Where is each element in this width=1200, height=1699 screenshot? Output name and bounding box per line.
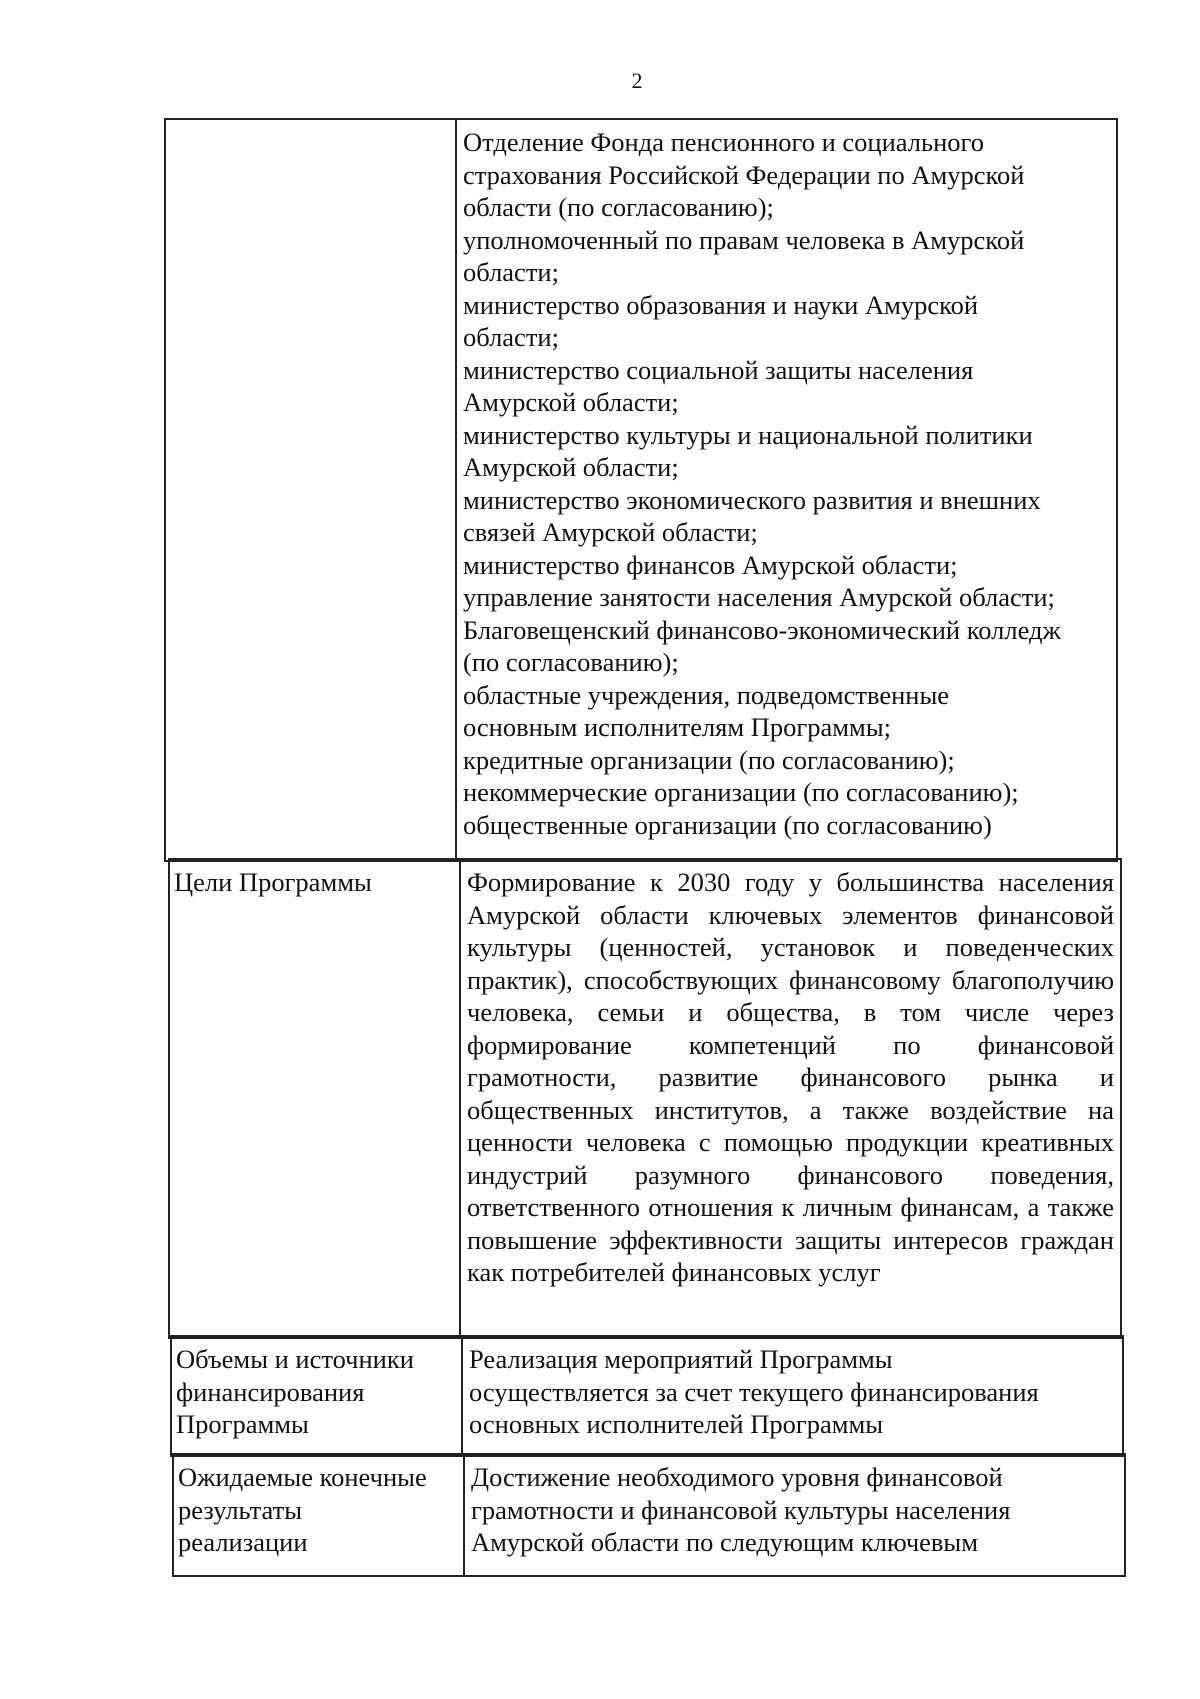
executor-line: кредитные организации (по согласованию); [463, 744, 955, 775]
executor-line: министерство экономического развития и внешних [463, 484, 1041, 515]
executor-line: министерство образования и науки Амурской [463, 289, 979, 320]
executor-line: (по согласованию); [463, 647, 679, 677]
results-text-line: грамотности и финансовой культуры населения [471, 1494, 1011, 1525]
results-label-line: результаты [178, 1494, 302, 1525]
executor-line: общественные организации (по согласованию) [463, 809, 992, 840]
executor-line: управление занятости населения Амурской области; [463, 582, 1055, 612]
table-row [165, 119, 1117, 861]
executor-line: связей Амурской области; [463, 517, 758, 547]
results-text-cell [464, 1454, 1125, 1576]
passport-table-funding-row [170, 1335, 1124, 1457]
executor-line: области (по согласованию); [463, 192, 774, 222]
page-number: 2 [631, 68, 643, 93]
results-text-line: Амурской области по следующим ключевым [471, 1527, 978, 1557]
funding-text-line: основных исполнителей Программы [469, 1409, 884, 1439]
executor-line: областные учреждения, подведомственные [463, 679, 950, 710]
results-label-cell [173, 1454, 464, 1576]
goals-label-cell [169, 859, 460, 1338]
row-label-cell [165, 119, 456, 861]
funding-text-cell [462, 1336, 1123, 1456]
executor-line: страхования Российской Федерации по Амурской [463, 159, 1025, 190]
passport-table-executors-row [164, 118, 1118, 862]
executor-line: уполномоченный по правам человека в Амурской [463, 224, 1025, 255]
executors-list-cell [456, 119, 1117, 861]
table-row [169, 859, 1121, 1338]
results-label-line: Ожидаемые конечные [178, 1462, 427, 1492]
goals-text-cell [460, 859, 1121, 1338]
passport-table-results-row [172, 1453, 1126, 1577]
table-row [173, 1454, 1125, 1576]
goals-label: Цели Программы [174, 867, 372, 897]
executor-line: Отделение Фонда пенсионного и социального [463, 127, 984, 157]
executor-line: министерство социальной защиты населения [463, 354, 974, 385]
executor-line: Амурской области; [463, 387, 679, 417]
executor-line: области; [463, 322, 559, 352]
funding-text-line: осуществляется за счет текущего финансирования [469, 1376, 1039, 1407]
funding-label-line: Программы [176, 1409, 309, 1439]
funding-label-line: Объемы и источники [176, 1344, 414, 1374]
passport-table-goals-row [168, 858, 1122, 1339]
results-label-line: реализации [178, 1527, 308, 1557]
results-text-line: Достижение необходимого уровня финансовой [471, 1462, 1003, 1492]
executor-line: министерство финансов Амурской области; [463, 549, 958, 580]
goals-text: Формирование к 2030 году у большинства населения Амурской области ключевых элементов финансовой культуры (ценностей, установок и поведенческих практик), способствующих финансовому благополучию человека, семьи и общества, в том числе через формирование компетенций по финансовой грамотности, развитие финансового рынка и общественных институтов, а также воздействие на ценности человека с помощью продукции креативных индустрий разумного финансового поведения, ответственного отношения к личным финансам, а также повышение эффективности защиты интересов граждан как потребителей финансовых услуг [467, 867, 1114, 1287]
executor-line: некоммерческие организации (по согласованию); [463, 777, 1019, 807]
executor-line: Благовещенский финансово-экономический колледж [463, 614, 1061, 645]
executor-line: Амурской области; [463, 452, 679, 482]
funding-label-cell [171, 1336, 462, 1456]
executor-line: области; [463, 257, 559, 287]
funding-label-line: финансирования [176, 1376, 365, 1407]
table-row [171, 1336, 1123, 1456]
funding-text-line: Реализация мероприятий Программы [469, 1344, 893, 1374]
executor-line: министерство культуры и национальной политики [463, 419, 1033, 450]
executor-line: основным исполнителям Программы; [463, 712, 891, 742]
